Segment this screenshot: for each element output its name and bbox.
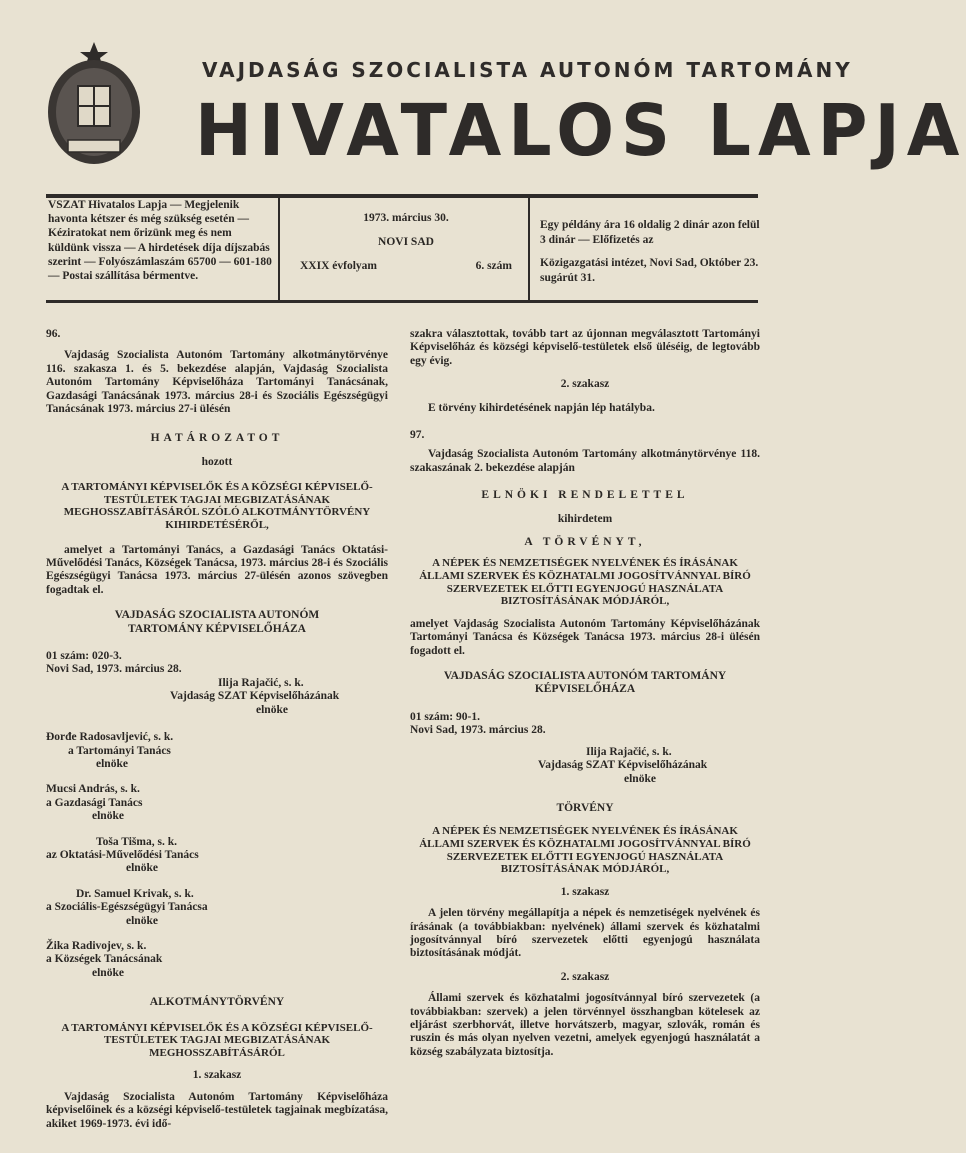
sig6-name: Žika Radivojev, s. k. (46, 939, 147, 952)
issue-volume: XXIX évfolyam (300, 260, 377, 272)
heading-kihirdetem: kihirdetem (557, 512, 613, 525)
adopted-paragraph: amelyet a Tartományi Tanács, a Gazdasági Tanács Oktatási-Művelődési Tanács, Községek Tanácsa, 1973. március 28-i és Szociális Egészségügyi Tanácsa 1973. március 27-ülésén azonos szövegben fogadtak el. (46, 543, 388, 596)
column-right (410, 328, 760, 1059)
price-text: Egy példány ára 16 oldalig 2 dinár azon felül 3 dinár — Előfizetés az (540, 219, 760, 246)
adopted-97: amelyet Vajdaság Szocialista Autonóm Tartomány Képviselőházának Tartományi Tanácsa és Községek Tanácsa 1973. március 28-i ülésén fogadott el. (410, 617, 760, 657)
sig3-role: a Gazdasági Tanács (46, 796, 143, 809)
section-2-heading-97: 2. szakasz (560, 970, 610, 983)
section-2-heading: 2. szakasz (560, 378, 610, 391)
heading-torveny: TÖRVÉNY (556, 801, 614, 814)
sig4-role: az Oktatási-Művelődési Tanács (46, 848, 199, 861)
sig2-title: elnöke (96, 757, 128, 770)
issue-date: 1973. március 30. (363, 212, 449, 224)
issue-number: 6. szám (475, 260, 512, 272)
item-number: 96. (46, 328, 61, 340)
section-1-text: Vajdaság Szocialista Autonóm Tartomány Képviselőháza képviselőinek és a községi képviselő-testületek tagjainak megbízatása, akiket 1969-1973. évi idő- (46, 1090, 388, 1130)
section-1-text-97: A jelen törvény megállapítja a népek és nemzetiségek nyelvének és írásának (a továbbiakban: nyelvének) állami szervek és közhatalmi jogosítvánnyal bíró szervezetek előtti egyenjogú használata biztosításának módját. (410, 907, 760, 960)
reference-number-97: 01 szám: 90-1. (410, 710, 480, 723)
sig1-title: elnöke (256, 703, 288, 716)
sig6-role: a Községek Tanácsának (46, 953, 163, 966)
intro-paragraph: Vajdaság Szocialista Autonóm Tartomány alkotmánytörvénye 116. szakasza 1. és 5. bekezdése alapján, Vajdaság Szocialista Autonóm Tartomány Képviselőháza Tartományi Tanácsának, Gazdasági Tanácsának 1973. március 28-i és Szociális Egészségügyi Tanácsának 1973. március 27-i ülésén (46, 349, 388, 416)
header-title: HIVATALOS LAPJA (195, 90, 966, 173)
price-info (540, 218, 762, 286)
section-1-heading: 1. szakasz (192, 1069, 242, 1082)
sig3-title: elnöke (92, 810, 124, 823)
subscription-address: Közigazgatási intézet, Novi Sad, Október 23. sugárút 31. (540, 257, 759, 284)
column-left (46, 328, 388, 1131)
divider-right (528, 198, 530, 300)
sig2-role: a Tartományi Tanács (68, 744, 171, 757)
section-2-text-97: Állami szervek és közhatalmi jogosítvánnyal bíró szervezetek (a továbbiakban: szervek) a jelen törvénnyel összhangban kötelesek az eljárást szerbhorvát, illetve horvátszerb, magyar, szlovák, román és ruszin és más olyan nyelven vezetni, amelyek egyenjogú használatát a község szabályzata biztosítja. (410, 992, 760, 1058)
sig3-name: Mucsi András, s. k. (46, 783, 140, 796)
heading-elnoki: ELNÖKI RENDELETTEL (481, 489, 689, 502)
sig-role-97: Vajdaság SZAT Képviselőházának (538, 759, 708, 772)
sig6-title: elnöke (92, 966, 124, 979)
item-number-97: 97. (410, 429, 425, 442)
publication-info: VSZAT Hivatalos Lapja — Megjelenik havonta kétszer és még szükség esetén — Kéziratokat nem őrizünk meg és nem küldünk vissza — A hirdetések díja díjszabás szerint — Folyószámlaszám 65700 — 601-180 — Postai szállítása bérmentve. (48, 199, 272, 283)
header-subtitle: VAJDASÁG SZOCIALISTA AUTONÓM TARTOMÁNY (202, 58, 853, 82)
sig-name-97: Ilija Rajačić, s. k. (586, 745, 672, 758)
issue-info (288, 212, 524, 272)
sig-title-97: elnöke (624, 772, 656, 785)
divider-left (278, 198, 280, 300)
coat-of-arms-icon (44, 40, 144, 168)
heading-torvenyt: A TÖRVÉNYT, (524, 536, 646, 549)
bottom-rule (46, 300, 758, 303)
sig4-title: elnöke (126, 862, 158, 875)
issue-row (288, 260, 524, 272)
sig1-role: Vajdaság SZAT Képviselőházának (170, 690, 340, 703)
sig5-title: elnöke (126, 914, 158, 927)
reference-number: 01 szám: 020-3. (46, 650, 122, 663)
effect-paragraph: E törvény kihirdetésének napján lép hatályba. (428, 401, 655, 414)
section-1-heading-97: 1. szakasz (560, 885, 610, 898)
intro-97: Vajdaság Szocialista Autonóm Tartomány alkotmánytörvénye 118. szakaszának 2. bekezdése alapján (410, 448, 760, 474)
law-title-97: A NÉPEK ÉS NEMZETISÉGEK NYELVÉNEK ÉS ÍRÁSÁNAK ÁLLAMI SZERVEK ÉS KÖZHATALMI JOGOSÍTVÁNNYAL BÍRÓ SZERVEZETEK ELŐTTI EGYENJOGÚ HASZNÁLATA BIZTOSÍTÁSÁNAK MÓDJÁRÓL, (419, 557, 751, 608)
sig5-name: Dr. Samuel Krivak, s. k. (76, 887, 194, 900)
place-date: Novi Sad, 1973. március 28. (46, 663, 182, 676)
sig2-name: Đorđe Radosavljević, s. k. (46, 731, 174, 744)
sig4-name: Toša Tišma, s. k. (96, 835, 177, 848)
law-title-97b: A NÉPEK ÉS NEMZETISÉGEK NYELVÉNEK ÉS ÍRÁSÁNAK ÁLLAMI SZERVEK ÉS KÖZHATALMI JOGOSÍTVÁNNYAL BÍRÓ SZERVEZETEK ELŐTTI EGYENJOGÚ HASZNÁLATA BIZTOSÍTÁSÁNAK MÓDJÁRÓL, (419, 825, 751, 876)
decision-title: A TARTOMÁNYI KÉPVISELŐK ÉS A KÖZSÉGI KÉPVISELŐ-TESTÜLETEK TAGJAI MEGBIZATÁSÁNAK MEGHOSSZABÍTÁSÁRÓL SZÓLÓ ALKOTMÁNYTÖRVÉNY KIHIRDETÉSÉRŐL, (61, 481, 373, 532)
assembly-name-97: VAJDASÁG SZOCIALISTA AUTONÓM TARTOMÁNY KÉPVISELŐHÁZA (443, 670, 727, 696)
sig5-role: a Szociális-Egészségügyi Tanácsa (46, 901, 208, 914)
assembly-name: VAJDASÁG SZOCIALISTA AUTONÓM TARTOMÁNY KÉPVISELŐHÁZA (114, 609, 320, 635)
heading-alkotmany: ALKOTMÁNYTÖRVÉNY (149, 996, 285, 1009)
continued-paragraph: szakra választottak, tovább tart az újonnan megválasztott Tartományi Képviselőház és községi képviselő-testületek első üléséig, de legtovább egy évig. (410, 328, 760, 367)
heading-hatarozatot: HATÁROZATOT (150, 432, 284, 445)
heading-hozott: hozott (201, 455, 233, 468)
law-title: A TARTOMÁNYI KÉPVISELŐK ÉS A KÖZSÉGI KÉPVISELŐ-TESTÜLETEK TAGJAI MEGBIZATÁSÁNAK MEGHOSSZABÍTÁSÁRÓL (61, 1021, 373, 1059)
issue-city: NOVI SAD (378, 236, 434, 248)
place-date-97: Novi Sad, 1973. március 28. (410, 724, 546, 737)
sig1-name: Ilija Rajačić, s. k. (218, 676, 304, 689)
